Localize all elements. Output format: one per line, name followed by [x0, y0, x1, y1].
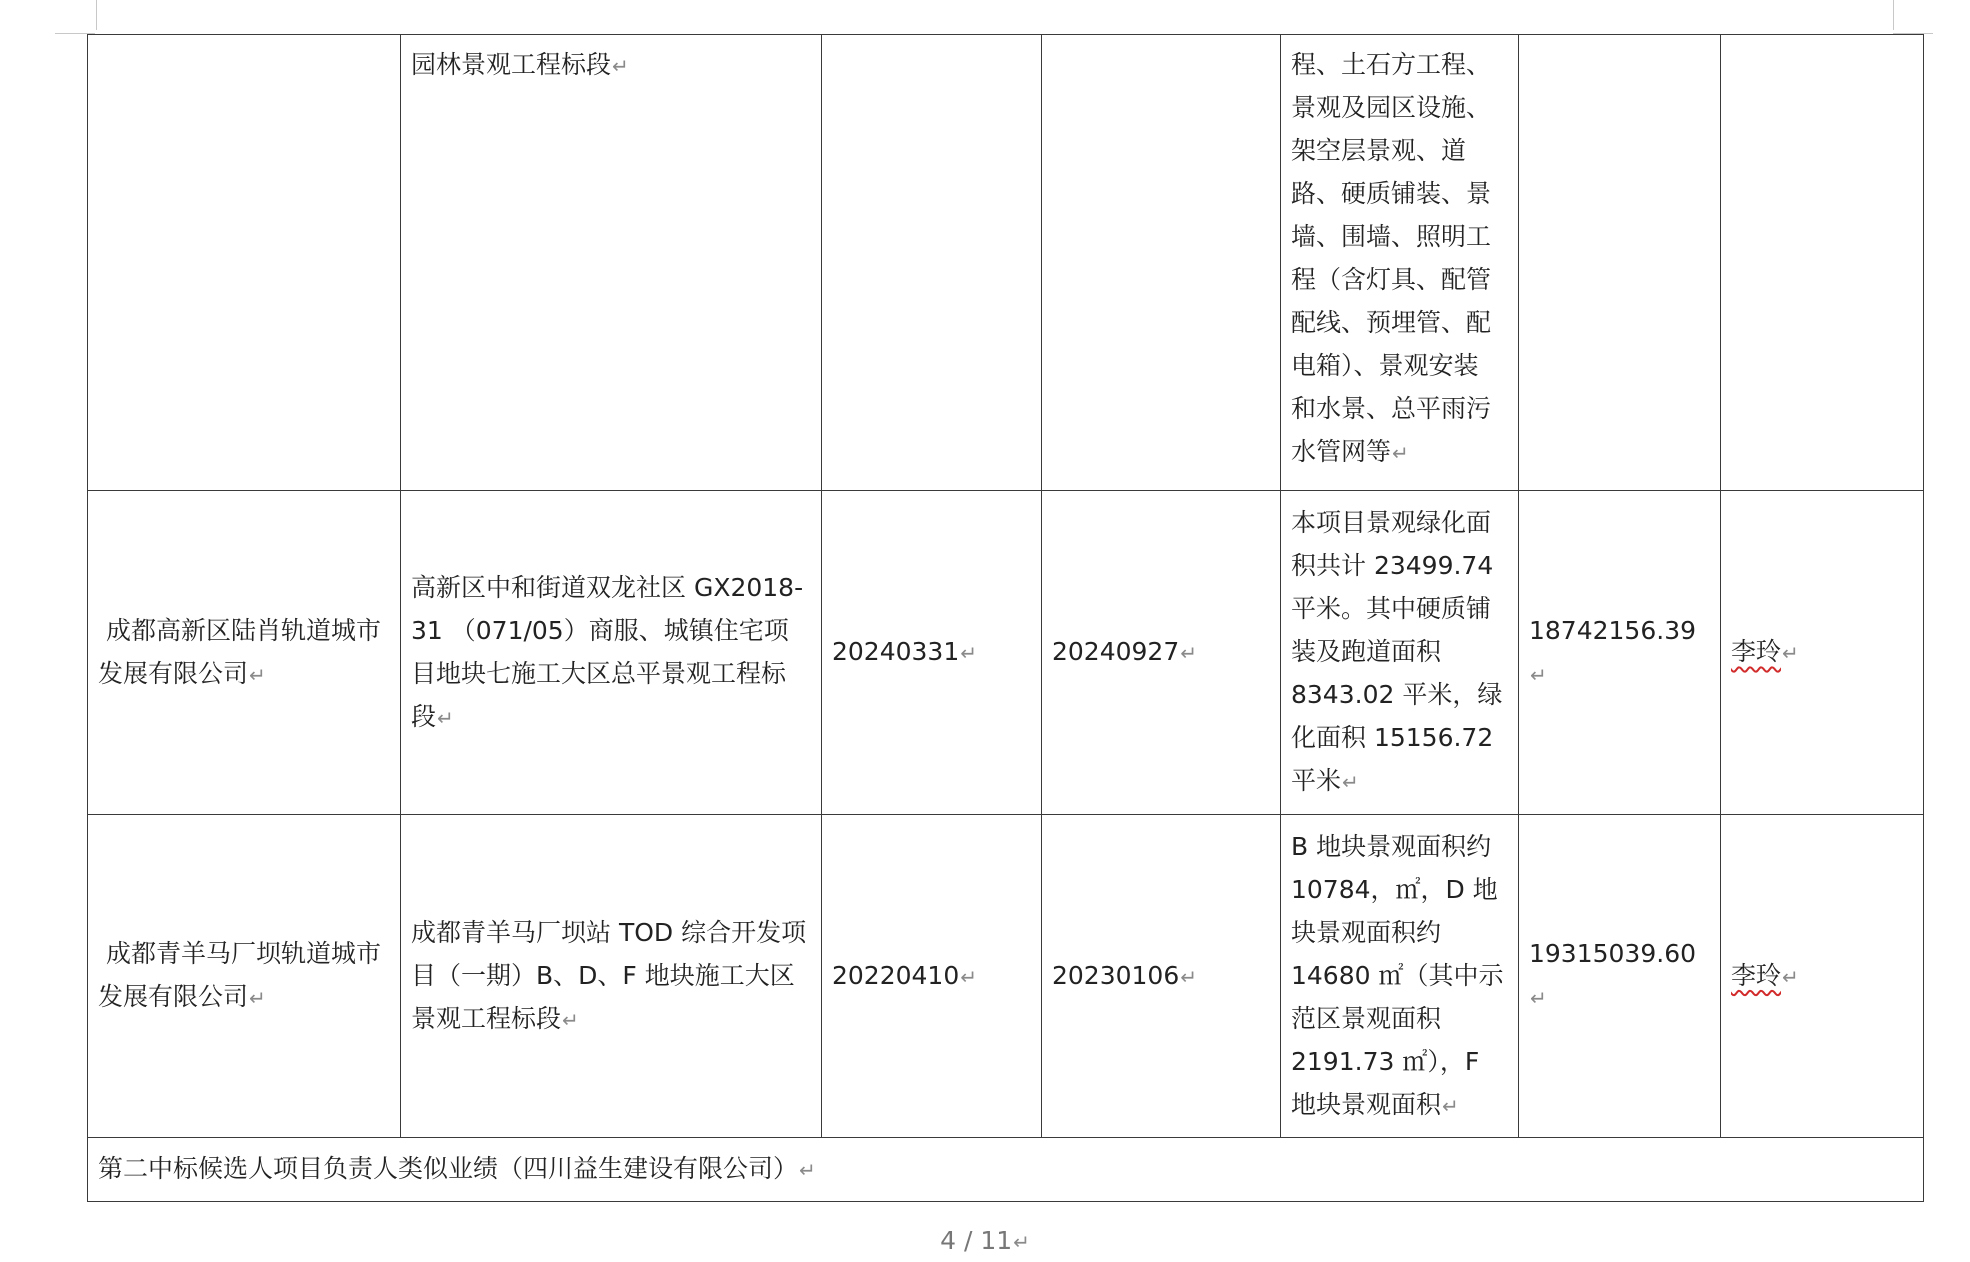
paragraph-mark-icon: ↵	[612, 54, 629, 78]
end-date-cell	[1042, 815, 1281, 1138]
scope-cell	[1281, 35, 1519, 491]
paragraph-mark-icon: ↵	[960, 641, 978, 665]
paragraph-mark-icon: ↵	[437, 705, 454, 730]
scope-line: 地块景观面积	[1291, 1089, 1442, 1119]
table-row	[88, 35, 1924, 491]
section-header-text: 第二中标候选人项目负责人类似业绩（四川益生建设有限公司）	[98, 1154, 799, 1183]
project-text: 园林景观工程标段	[411, 50, 612, 79]
start-date: 20220410	[832, 960, 960, 990]
section-header-row	[88, 1138, 1924, 1202]
scope-line: 程、土石方工程、	[1291, 50, 1492, 79]
scope-line: 范区景观面积	[1291, 1003, 1442, 1033]
scope-cell	[1281, 815, 1519, 1138]
scope-line: 和水景、总平雨污	[1291, 394, 1492, 423]
project-line: 成都青羊马厂坝站 TOD 综合开发项	[411, 917, 807, 947]
scope-line: B 地块景观面积约	[1291, 831, 1492, 861]
table-row	[88, 815, 1924, 1138]
page-edge-left	[96, 0, 97, 30]
project-line: 目（一期）B、D、F 地块施工大区	[411, 960, 795, 990]
project-line: 景观工程标段	[411, 1003, 562, 1033]
start-date-cell	[822, 491, 1042, 815]
scope-line: 10784，㎡，D 地	[1291, 874, 1498, 904]
end-date-cell	[1042, 491, 1281, 815]
paragraph-mark-icon: ↵	[1180, 964, 1198, 989]
project-line: 高新区中和街道双龙社区 GX2018-	[411, 572, 804, 602]
scope-line: 化面积 15156.72	[1291, 723, 1494, 752]
project-cell	[401, 491, 822, 815]
page-number-text: 4 / 11	[940, 1226, 1013, 1255]
section-header-cell	[88, 1138, 1924, 1202]
company-name-line: 成都青羊马厂坝轨道城市	[105, 939, 381, 968]
scope-line: 块景观面积约	[1291, 917, 1442, 947]
paragraph-mark-icon: ↵	[249, 662, 266, 687]
paragraph-mark-icon: ↵	[1342, 770, 1359, 794]
scope-line: 平米	[1291, 766, 1342, 795]
paragraph-mark-icon: ↵	[799, 1158, 816, 1182]
manager-name: 李玲	[1731, 637, 1782, 666]
start-date-cell	[822, 815, 1042, 1138]
project-cell	[401, 815, 822, 1138]
manager-cell	[1721, 815, 1924, 1138]
scope-line: 积共计 23499.74	[1291, 551, 1494, 580]
project-line: 目地块七施工大区总平景观工程标	[411, 658, 787, 688]
company-name-line: 发展有限公司	[98, 982, 249, 1011]
start-date-cell	[822, 35, 1042, 491]
scope-cell	[1281, 491, 1519, 815]
scope-line: 景观及园区设施、	[1291, 93, 1492, 122]
amount-cell	[1519, 491, 1721, 815]
paragraph-mark-icon: ↵	[960, 964, 978, 989]
paragraph-mark-icon: ↵	[1180, 641, 1198, 665]
scope-line: 架空层景观、道	[1291, 136, 1467, 165]
scope-line: 水管网等	[1291, 437, 1392, 466]
scope-line: 8343.02 平米，绿	[1291, 680, 1503, 709]
page-indicator	[0, 1226, 1970, 1255]
company-cell	[88, 35, 401, 491]
end-date: 20230106	[1052, 960, 1180, 990]
project-line: 31 （071/05）商服、城镇住宅项	[411, 615, 789, 645]
paragraph-mark-icon: ↵	[1013, 1230, 1030, 1254]
company-cell	[88, 815, 401, 1138]
manager-cell	[1721, 35, 1924, 491]
start-date: 20240331	[832, 637, 960, 666]
project-cell	[401, 35, 822, 491]
scope-line: 本项目景观绿化面	[1291, 508, 1492, 537]
end-date: 20240927	[1052, 637, 1180, 666]
scope-line: 程（含灯具、配管	[1291, 265, 1492, 294]
manager-cell	[1721, 491, 1924, 815]
contract-amount: 19315039.60	[1529, 939, 1697, 968]
scope-line: 配线、预埋管、配	[1291, 308, 1492, 337]
paragraph-mark-icon: ↵	[1782, 964, 1799, 989]
scope-line: 装及跑道面积	[1291, 637, 1442, 666]
paragraph-mark-icon: ↵	[249, 986, 266, 1010]
scope-line: 墙、围墙、照明工	[1291, 222, 1492, 251]
company-cell	[88, 491, 401, 815]
amount-cell	[1519, 815, 1721, 1138]
table-row	[88, 491, 1924, 815]
scope-line: 平米。其中硬质铺	[1291, 594, 1492, 623]
project-line: 段	[411, 701, 437, 731]
paragraph-mark-icon: ↵	[1442, 1093, 1459, 1118]
manager-name: 李玲	[1731, 960, 1782, 990]
company-name-line: 成都高新区陆肖轨道城市	[105, 615, 381, 645]
paragraph-mark-icon: ↵	[1530, 986, 1547, 1010]
end-date-cell	[1042, 35, 1281, 491]
paragraph-mark-icon: ↵	[562, 1007, 579, 1032]
paragraph-mark-icon: ↵	[1782, 641, 1799, 665]
amount-cell	[1519, 35, 1721, 491]
performance-table	[87, 34, 1924, 1202]
company-name-line: 发展有限公司	[98, 658, 249, 688]
paragraph-mark-icon: ↵	[1392, 441, 1409, 465]
scope-line: 电箱）、景观安装	[1291, 351, 1479, 380]
scope-line: 2191.73 ㎡），F	[1291, 1046, 1480, 1076]
contract-amount: 18742156.39	[1529, 615, 1697, 645]
scope-line: 路、硬质铺装、景	[1291, 179, 1492, 208]
paragraph-mark-icon: ↵	[1530, 662, 1547, 687]
page-edge-right	[1893, 0, 1894, 30]
scope-line: 14680 ㎡（其中示	[1291, 960, 1504, 990]
